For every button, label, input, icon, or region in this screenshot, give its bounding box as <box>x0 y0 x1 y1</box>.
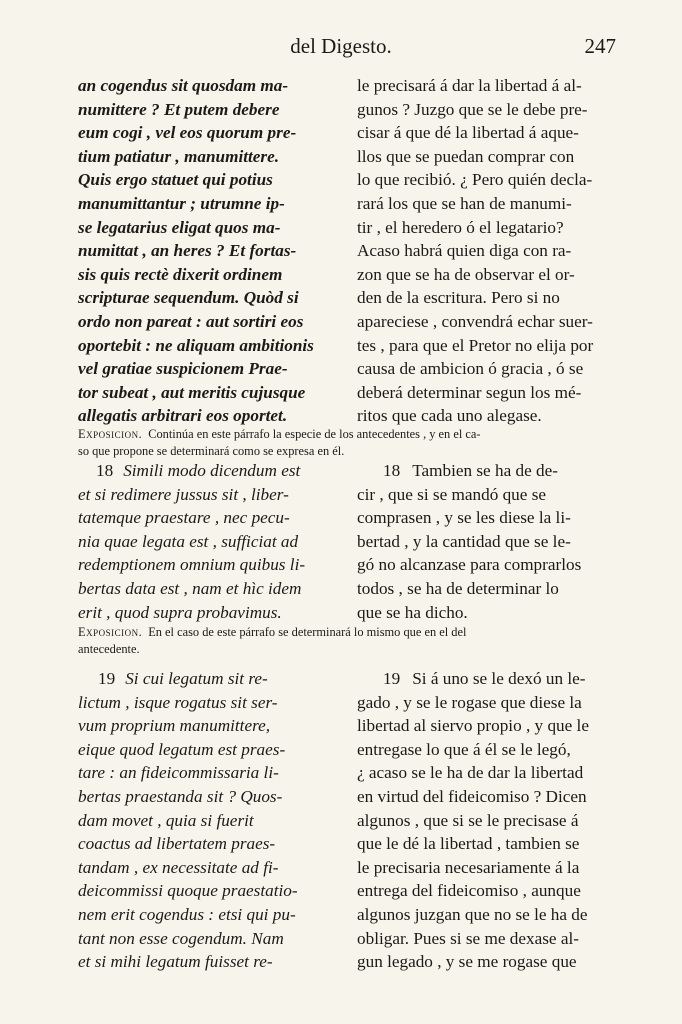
latin-line: tatemque praestare , nec pecu- <box>78 508 290 528</box>
spanish-line: algunos , que si se le precisase á <box>357 810 579 830</box>
spanish-line: le precisará á dar la libertad á al- <box>357 76 582 95</box>
latin-line: tare : an fideicommissaria li- <box>78 763 279 783</box>
page-number: 247 <box>584 34 616 58</box>
spanish-line: ritos que cada uno alegase. <box>357 406 542 426</box>
spanish-line: le precisaria necesariamente á la <box>357 857 580 877</box>
latin-line: tandam , ex necessitate ad fi- <box>78 857 279 877</box>
latin-column <box>78 74 343 428</box>
spanish-line: entregase lo que á él se le legó, <box>357 739 571 759</box>
latin-line: nem erit cogendus : etsi qui pu- <box>78 904 296 924</box>
spanish-line: cisar á que dé la libertad á aque- <box>357 123 579 143</box>
spanish-line: gun legado , y se me rogase que <box>357 952 577 972</box>
exposition-line: Continúa en este párrafo la especie de los antecedentes , y en el ca- <box>148 427 481 441</box>
spanish-column <box>357 667 619 974</box>
latin-line: redemptionem omnium quibus li- <box>78 555 306 575</box>
latin-line: numittere ? Et putem debere <box>78 99 280 119</box>
latin-line: nia quae legata est , sufficiat ad <box>78 531 299 551</box>
latin-line: Simili modo dicendum est <box>123 461 301 480</box>
latin-line: tium patiatur , manumittere. <box>78 146 280 166</box>
latin-line: coactus ad libertatem praes- <box>78 834 276 854</box>
paragraph-number: 18 <box>383 461 401 480</box>
spanish-line: tes , para que el Pretor no elija por <box>357 335 594 355</box>
spanish-line: que le dé la libertad , tambien se <box>357 834 580 854</box>
latin-line: tant non esse cogendum. Nam <box>78 928 284 948</box>
spanish-line: causa de ambicion ó gracia , ó se <box>357 359 584 379</box>
spanish-line: bertad , y la cantidad que se le- <box>357 531 571 551</box>
spanish-line: Tambien se ha de de- <box>412 461 558 480</box>
paragraph-number: 19 <box>98 669 116 688</box>
exposition-note <box>78 426 618 459</box>
exposition-line: antecedente. <box>78 641 140 656</box>
latin-line: deicommissi quoque praestatio- <box>78 881 298 901</box>
latin-line: et si mihi legatum fuisset re- <box>78 952 273 972</box>
spanish-line: rará los que se han de manumi- <box>357 193 572 213</box>
exposition-line: En el caso de este párrafo se determinará lo mismo que en el del <box>148 625 467 639</box>
spanish-line: libertad al siervo propio , y que le <box>357 716 589 736</box>
latin-line: an cogendus sit quosdam ma- <box>78 76 289 95</box>
latin-line: bertas data est , nam et hìc idem <box>78 578 302 598</box>
spanish-line: llos que se puedan comprar con <box>357 146 575 166</box>
spanish-line: gunos ? Juzgo que se le debe pre- <box>357 99 588 119</box>
spanish-line: gado , y se le rogase que diese la <box>357 692 582 712</box>
spanish-line: todos , se ha de determinar lo <box>357 578 559 598</box>
latin-line: scripturae sequendum. Quòd si <box>78 288 299 308</box>
latin-line: Quis ergo statuet qui potius <box>78 170 273 190</box>
latin-line: ordo non pareat : aut sortiri eos <box>78 311 304 331</box>
latin-line: manumittantur ; utrumne ip- <box>78 193 285 213</box>
spanish-line: lo que recibió. ¿ Pero quién decla- <box>357 170 593 190</box>
page-header <box>0 34 682 62</box>
spanish-line: zon que se ha de observar el or- <box>357 264 575 284</box>
latin-line: bertas praestanda sit ? Quos- <box>78 786 283 806</box>
latin-line: numittat , an heres ? Et fortas- <box>78 241 297 261</box>
spanish-line: Acaso habrá quien diga con ra- <box>357 241 572 261</box>
paragraph-number: 19 <box>383 669 401 688</box>
latin-column <box>78 459 343 624</box>
spanish-column <box>357 74 619 428</box>
latin-line: et si redimere jussus sit , liber- <box>78 484 289 504</box>
exposition-label: Exposicion. <box>78 427 143 441</box>
latin-line: allegatis arbitrari eos oportet. <box>78 406 288 426</box>
latin-line: lictum , isque rogatus sit ser- <box>78 692 278 712</box>
exposition-note <box>78 624 618 657</box>
spanish-line: gó no alcanzase para comprarlos <box>357 555 582 575</box>
latin-line: eique quod legatum est praes- <box>78 739 286 759</box>
spanish-line: Si á uno se le dexó un le- <box>412 669 586 688</box>
spanish-line: den de la escritura. Pero si no <box>357 288 560 308</box>
spanish-line: algunos juzgan que no se le ha de <box>357 904 588 924</box>
spanish-line: que se ha dicho. <box>357 602 468 622</box>
spanish-line: tir , el heredero ó el legatario? <box>357 217 564 237</box>
spanish-column <box>357 459 619 624</box>
latin-column <box>78 667 343 974</box>
spanish-line: entrega del fideicomiso , aunque <box>357 881 581 901</box>
paragraph-number: 18 <box>96 461 114 480</box>
latin-line: erit , quod supra probavimus. <box>78 602 282 622</box>
latin-line: tor subeat , aut meritis cujusque <box>78 382 306 402</box>
spanish-line: cir , que si se mandó que se <box>357 484 547 504</box>
latin-line: eum cogi , vel eos quorum pre- <box>78 123 297 143</box>
spanish-line: deberá determinar segun los mé- <box>357 382 582 402</box>
latin-line: Si cui legatum sit re- <box>125 669 268 688</box>
latin-line: oportebit : ne aliquam ambitionis <box>78 335 314 355</box>
exposition-label: Exposicion. <box>78 625 143 639</box>
spanish-line: ¿ acaso se le ha de dar la libertad <box>357 763 584 783</box>
latin-line: se legatarius eligat quos ma- <box>78 217 281 237</box>
exposition-line: so que propone se determinará como se expresa en él. <box>78 443 345 458</box>
spanish-line: comprasen , y se les diese la li- <box>357 508 571 528</box>
latin-line: dam movet , quia si fuerit <box>78 810 254 830</box>
latin-line: vel gratiae suspicionem Prae- <box>78 359 288 379</box>
latin-line: vum proprium manumittere, <box>78 716 271 736</box>
spanish-line: apareciese , convendrá echar suer- <box>357 311 593 331</box>
spanish-line: obligar. Pues si se me dexase al- <box>357 928 579 948</box>
running-title: del Digesto. <box>290 34 392 58</box>
latin-line: sis quis rectè dixerit ordinem <box>78 264 283 284</box>
spanish-line: en virtud del fideicomiso ? Dicen <box>357 786 587 806</box>
